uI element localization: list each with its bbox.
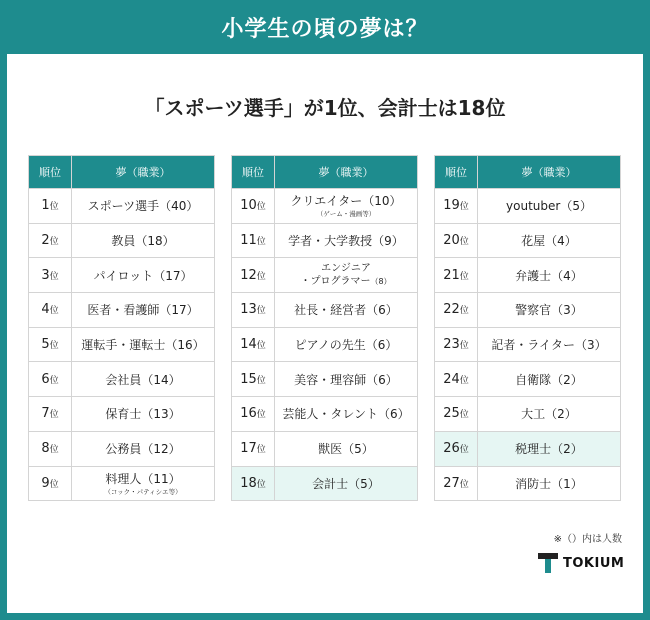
rank-cell: [29, 466, 72, 501]
rank-number: 9: [41, 475, 50, 491]
rank-suffix: 位: [256, 202, 266, 213]
job-cell: [478, 466, 621, 501]
rank-suffix: 位: [49, 306, 59, 317]
job-label: 会計士（5）: [312, 476, 380, 491]
table-header-row: [232, 156, 418, 189]
rank-number: 15: [240, 371, 257, 387]
table-row: [29, 327, 215, 362]
job-label: 保育士（13）: [105, 407, 181, 422]
rank-cell: [435, 189, 478, 224]
table-row: [435, 362, 621, 397]
table-row: [232, 327, 418, 362]
job-cell: [275, 397, 418, 432]
job-label: 公務員（12）: [105, 442, 181, 457]
table-row: [232, 223, 418, 258]
table-row: [29, 466, 215, 501]
table-row: [435, 223, 621, 258]
job-label: ピアノの先生（6）: [294, 338, 398, 353]
rank-suffix: 位: [459, 375, 469, 386]
rank-column-header: 順位: [29, 156, 72, 189]
rank-number: 14: [240, 337, 257, 353]
rank-suffix: 位: [256, 306, 266, 317]
rank-cell: [435, 327, 478, 362]
rank-suffix: 位: [49, 202, 59, 213]
page-title: 小学生の頃の夢は？: [221, 16, 429, 42]
rank-number: 24: [443, 371, 460, 387]
rank-number: 19: [443, 198, 460, 214]
table-row: [435, 258, 621, 293]
rank-suffix: 位: [256, 237, 266, 248]
job-label: 社長・経営者（6）: [294, 303, 398, 318]
job-label: 消防士（1）: [515, 476, 583, 491]
rank-suffix: 位: [49, 341, 59, 352]
subtitle: 「スポーツ選手」が1位、会計士は18位: [144, 96, 506, 120]
tokium-logo: [538, 553, 624, 573]
job-cell: [275, 293, 418, 328]
rank-number: 6: [41, 371, 50, 387]
job-cell: [72, 189, 215, 224]
job-label: スポーツ選手（40）: [87, 199, 199, 214]
rank-cell: [435, 258, 478, 293]
job-label: 美容・理容師（6）: [294, 372, 398, 387]
rank-suffix: 位: [49, 375, 59, 386]
rank-suffix: 位: [459, 202, 469, 213]
job-column-header: 夢（職業）: [72, 156, 215, 189]
table-row: [29, 293, 215, 328]
rank-suffix: 位: [49, 237, 59, 248]
job-sublabel: （ゲーム・漫画等）: [316, 210, 376, 219]
rank-column-header: 順位: [232, 156, 275, 189]
table-row: [435, 466, 621, 501]
job-cell: [275, 258, 418, 293]
rank-cell: [435, 466, 478, 501]
job-label: 自衛隊（2）: [515, 372, 583, 387]
job-label: 会社員（14）: [105, 372, 181, 387]
job-cell: [275, 223, 418, 258]
rank-number: 26: [443, 441, 460, 457]
job-label-line2-text: ・プログラマー: [300, 276, 371, 288]
table-row: [29, 189, 215, 224]
header-bar: [0, 0, 650, 54]
rank-cell: [232, 223, 275, 258]
rank-cell: [232, 397, 275, 432]
rank-cell: [29, 397, 72, 432]
job-label: 学者・大学教授（9）: [288, 234, 404, 249]
job-cell: [275, 466, 418, 501]
job-label: パイロット（17）: [93, 268, 193, 283]
rank-number: 16: [240, 406, 257, 422]
rank-number: 2: [41, 233, 50, 249]
table-row: [232, 362, 418, 397]
job-cell: [275, 362, 418, 397]
table-row: [435, 431, 621, 466]
table-header-row: [29, 156, 215, 189]
rank-cell: [435, 362, 478, 397]
rank-suffix: 位: [459, 341, 469, 352]
rank-number: 23: [443, 337, 460, 353]
job-cell: [72, 223, 215, 258]
rank-cell: [232, 327, 275, 362]
rank-number: 10: [240, 198, 257, 214]
rank-number: 7: [41, 406, 50, 422]
rank-cell: [232, 189, 275, 224]
rank-number: 11: [240, 233, 257, 249]
table-row: [29, 397, 215, 432]
table-row: [232, 293, 418, 328]
job-label: 芸能人・タレント（6）: [282, 407, 410, 422]
rank-suffix: 位: [256, 375, 266, 386]
job-label: 花屋（4）: [521, 234, 577, 249]
rank-cell: [232, 258, 275, 293]
job-cell: [478, 223, 621, 258]
table-row: [29, 258, 215, 293]
table-row: [29, 362, 215, 397]
job-count: （8）: [370, 277, 392, 287]
job-label: 料理人（11）: [105, 471, 181, 486]
job-cell: [72, 293, 215, 328]
ranking-table-2: [231, 155, 418, 501]
rank-suffix: 位: [459, 479, 469, 490]
job-label: 獣医（5）: [318, 442, 374, 457]
tokium-logo-mark-icon: [538, 553, 558, 573]
job-label-line2: [275, 275, 417, 288]
rank-number: 3: [41, 267, 50, 283]
table-row: [232, 189, 418, 224]
job-cell: [72, 397, 215, 432]
rank-cell: [435, 431, 478, 466]
rank-number: 17: [240, 441, 257, 457]
rank-suffix: 位: [256, 341, 266, 352]
rank-suffix: 位: [256, 410, 266, 421]
ranking-table-3: [434, 155, 621, 501]
job-sublabel: （コック・パティシエ等）: [104, 487, 182, 496]
job-label-line1: エンジニア: [321, 263, 371, 275]
table-header-row: [435, 156, 621, 189]
rank-number: 8: [41, 441, 50, 457]
rank-cell: [29, 223, 72, 258]
job-label: youtuber（5）: [506, 199, 592, 214]
rank-suffix: 位: [459, 271, 469, 282]
rank-number: 20: [443, 233, 460, 249]
job-label: クリエイター（10）: [290, 194, 402, 209]
job-cell: [478, 431, 621, 466]
rank-cell: [29, 189, 72, 224]
job-cell: [72, 431, 215, 466]
rank-cell: [232, 431, 275, 466]
rank-cell: [232, 466, 275, 501]
job-label: 医者・看護師（17）: [87, 303, 199, 318]
ranking-table-1: [28, 155, 215, 501]
job-cell: [72, 466, 215, 501]
rank-column-header: 順位: [435, 156, 478, 189]
job-label: 警察官（3）: [515, 303, 583, 318]
job-cell: [478, 293, 621, 328]
rank-cell: [29, 362, 72, 397]
table-row: [232, 466, 418, 501]
job-cell: [478, 327, 621, 362]
rank-number: 12: [240, 267, 257, 283]
job-cell: [478, 362, 621, 397]
rank-number: 4: [41, 302, 50, 318]
rank-number: 27: [443, 475, 460, 491]
rank-cell: [232, 293, 275, 328]
job-label: 記者・ライター（3）: [491, 338, 607, 353]
table-row: [435, 397, 621, 432]
job-column-header: 夢（職業）: [478, 156, 621, 189]
rank-cell: [29, 327, 72, 362]
job-cell: [72, 362, 215, 397]
job-label: 教員（18）: [111, 234, 175, 249]
job-cell: [72, 258, 215, 293]
job-cell: [478, 397, 621, 432]
rank-cell: [29, 431, 72, 466]
footnote: ※（）内は人数: [553, 534, 622, 545]
job-cell: [72, 327, 215, 362]
table-row: [435, 293, 621, 328]
rank-number: 25: [443, 406, 460, 422]
job-label: 税理士（2）: [515, 442, 583, 457]
rank-suffix: 位: [459, 237, 469, 248]
rank-suffix: 位: [49, 445, 59, 456]
job-cell: [275, 189, 418, 224]
job-label: 弁護士（4）: [515, 268, 583, 283]
rank-cell: [232, 362, 275, 397]
table-row: [435, 189, 621, 224]
rank-suffix: 位: [256, 445, 266, 456]
rank-cell: [29, 258, 72, 293]
job-label: 大工（2）: [521, 407, 577, 422]
table-row: [435, 327, 621, 362]
job-cell: [478, 189, 621, 224]
rank-suffix: 位: [459, 445, 469, 456]
table-row: [232, 431, 418, 466]
job-label: 運転手・運転士（16）: [81, 338, 205, 353]
table-row: [232, 258, 418, 293]
rank-number: 21: [443, 267, 460, 283]
rank-number: 1: [41, 198, 50, 214]
job-cell: [478, 258, 621, 293]
rank-suffix: 位: [459, 410, 469, 421]
rank-suffix: 位: [49, 479, 59, 490]
rank-number: 13: [240, 302, 257, 318]
rank-cell: [435, 397, 478, 432]
rank-number: 22: [443, 302, 460, 318]
rank-cell: [29, 293, 72, 328]
job-cell: [275, 431, 418, 466]
rank-number: 18: [240, 475, 257, 491]
table-row: [29, 223, 215, 258]
rank-cell: [435, 293, 478, 328]
table-row: [232, 397, 418, 432]
rank-suffix: 位: [49, 410, 59, 421]
rank-suffix: 位: [49, 271, 59, 282]
rank-suffix: 位: [459, 306, 469, 317]
logo-text: TOKIUM: [563, 555, 625, 571]
job-column-header: 夢（職業）: [275, 156, 418, 189]
rank-suffix: 位: [256, 479, 266, 490]
table-row: [29, 431, 215, 466]
job-cell: [275, 327, 418, 362]
rank-number: 5: [41, 337, 50, 353]
rank-cell: [435, 223, 478, 258]
rank-suffix: 位: [256, 271, 266, 282]
